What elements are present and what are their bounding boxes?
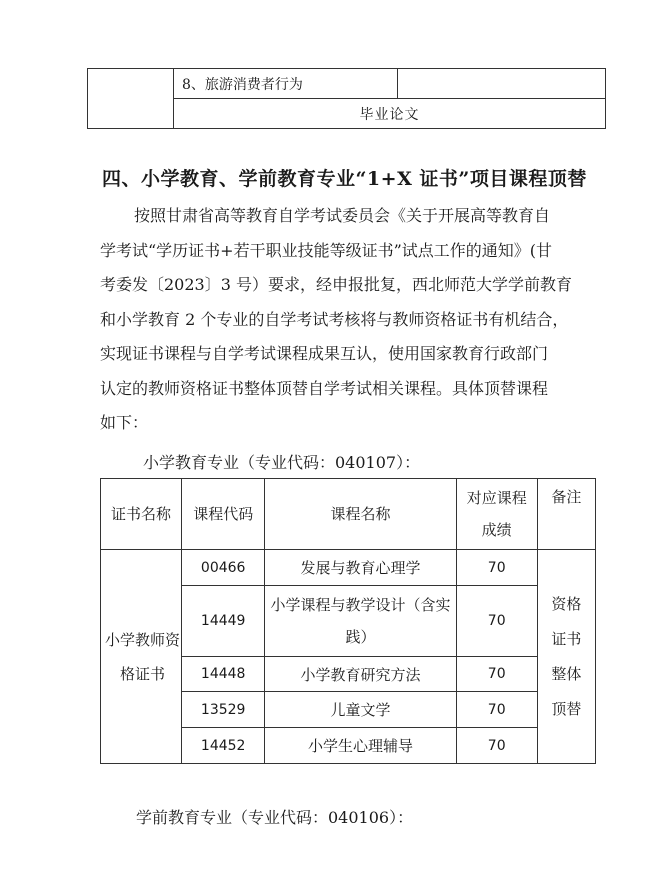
score-cell: 70 xyxy=(456,692,537,728)
blank-cell xyxy=(88,69,174,129)
paragraph-line: 按照甘肃省高等教育自学考试委员会《关于开展高等教育自 xyxy=(134,206,551,225)
course-item-cell: 8、旅游消费者行为 xyxy=(174,69,398,99)
course-name-cell: 小学课程与教学设计（含实践） xyxy=(265,586,456,657)
header-course-code: 课程代码 xyxy=(182,479,265,550)
course-name-cell: 小学教育研究方法 xyxy=(265,657,456,692)
paragraph-line: 学考试“学历证书+若干职业技能等级证书”试点工作的通知》(甘 xyxy=(100,240,553,260)
course-code-cell: 14452 xyxy=(182,728,265,764)
previous-course-table xyxy=(87,68,606,129)
score-cell: 70 xyxy=(456,657,537,692)
preschool-education-subtitle: 学前教育专业（专业代码：040106）： xyxy=(136,808,414,827)
score-cell: 70 xyxy=(456,586,537,657)
table-header-row xyxy=(101,479,596,550)
course-item-right-cell xyxy=(398,69,606,99)
paragraph-line: 考委发〔2023〕3 号）要求，经申报批复，西北师范大学学前教育 xyxy=(100,275,572,294)
thesis-cell: 毕业论文 xyxy=(174,99,606,129)
paragraph-line: 如下： xyxy=(100,413,149,432)
header-course-name: 课程名称 xyxy=(265,479,456,550)
cert-name-cell: 小学教师资格证书 xyxy=(101,550,182,764)
section-heading: 四、小学教育、学前教育专业“1+X 证书”项目课程顶替 xyxy=(102,168,587,190)
score-cell: 70 xyxy=(456,728,537,764)
course-code-cell: 13529 xyxy=(182,692,265,728)
paragraph-line: 实现证书课程与自学考试课程成果互认，使用国家教育行政部门 xyxy=(100,344,549,363)
primary-education-subtitle: 小学教育专业（专业代码：040107）： xyxy=(143,453,421,472)
table-row xyxy=(101,550,596,586)
score-cell: 70 xyxy=(456,550,537,586)
note-cell: 资格证书整体顶替 xyxy=(537,550,595,764)
course-code-cell: 14448 xyxy=(182,657,265,692)
course-name-cell: 小学生心理辅导 xyxy=(265,728,456,764)
header-note: 备注 xyxy=(537,479,595,550)
header-score: 对应课程成绩 xyxy=(456,479,537,550)
section-paragraph xyxy=(100,199,612,441)
course-name-cell: 发展与教育心理学 xyxy=(265,550,456,586)
course-name-cell: 儿童文学 xyxy=(265,692,456,728)
course-code-cell: 14449 xyxy=(182,586,265,657)
primary-cert-table xyxy=(100,478,596,764)
course-code-cell: 00466 xyxy=(182,550,265,586)
paragraph-line: 和小学教育 2 个专业的自学考试考核将与教师资格证书有机结合， xyxy=(100,309,569,329)
paragraph-line: 认定的教师资格证书整体顶替自学考试相关课程。具体顶替课程 xyxy=(100,378,549,398)
header-cert-name: 证书名称 xyxy=(101,479,182,550)
